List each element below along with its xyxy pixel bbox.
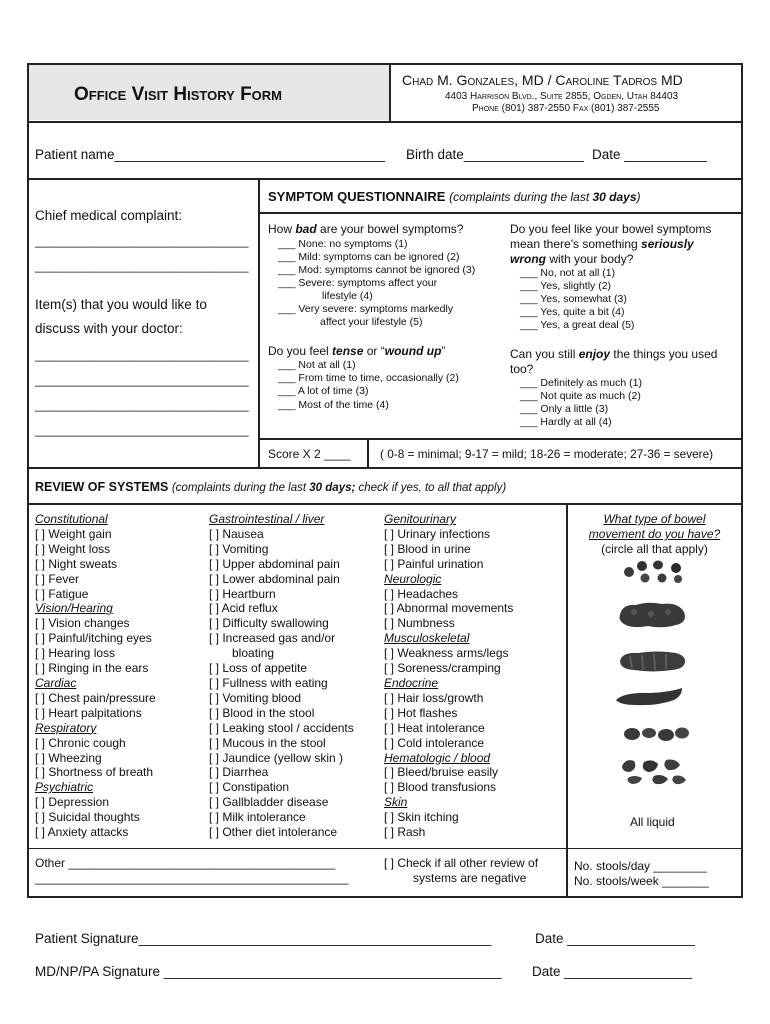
form-title: Office Visit History Form — [74, 84, 283, 105]
ros-category-heading: Musculoskeletal — [384, 631, 470, 646]
divider — [258, 438, 743, 440]
q1-option-cont: lifestyle (4) — [322, 290, 373, 302]
ros-checkbox-item[interactable]: [ ] Cold intolerance — [384, 735, 485, 750]
question-seriously-wrong-2 — [510, 237, 694, 252]
divider — [27, 503, 743, 505]
ros-sub-pre: (complaints during the last — [171, 482, 310, 494]
provider-signature-date[interactable]: Date _________________ — [532, 964, 692, 979]
ros-checkbox-item[interactable]: [ ] Soreness/cramping — [384, 661, 501, 676]
ros-checkbox-item[interactable]: [ ] Nausea — [209, 526, 264, 541]
stool-type-5-image[interactable] — [622, 724, 692, 746]
symptom-subtitle — [449, 190, 640, 204]
q2-option[interactable]: ___ Yes, slightly (2) — [520, 280, 612, 292]
ros-checkbox-item[interactable]: [ ] Acid reflux — [209, 601, 278, 616]
ros-sub-bold: 30 days; — [309, 482, 356, 494]
ros-checkbox-item[interactable]: [ ] Hair loss/growth — [384, 690, 484, 705]
ros-checkbox-item[interactable]: [ ] Fatigue — [35, 586, 89, 601]
ros-checkbox-item[interactable]: [ ] Heart palpitations — [35, 705, 142, 720]
q2-option[interactable]: ___ Yes, a great deal (5) — [520, 319, 635, 331]
ros-category-heading: Hematologic / blood — [384, 750, 491, 765]
ros-category-heading: Constitutional — [35, 512, 108, 526]
ros-checkbox-item[interactable]: [ ] Night sweats — [35, 556, 118, 571]
all-liquid-option[interactable]: All liquid — [630, 815, 675, 829]
ros-checkbox-item[interactable]: [ ] Chronic cough — [35, 735, 126, 750]
ros-checkbox-item[interactable]: [ ] Weakness arms/legs — [384, 646, 509, 661]
ros-checkbox-item[interactable]: [ ] Mucous in the stool — [209, 735, 326, 750]
ros-checkbox-item[interactable]: [ ] Milk intolerance — [209, 810, 306, 825]
q4-option[interactable]: ___ Only a little (3) — [520, 403, 609, 415]
q1-option[interactable]: ___ None: no symptoms (1) — [278, 238, 408, 250]
stools-per-day-field[interactable]: No. stools/day ________ — [574, 859, 707, 873]
q1-pre: How — [268, 222, 296, 236]
q4-option[interactable]: ___ Definitely as much (1) — [520, 377, 642, 389]
ros-checkbox-item[interactable]: [ ] Painful/itching eyes — [35, 631, 152, 646]
divider — [258, 212, 743, 214]
question-tense — [268, 344, 445, 359]
q1-option-cont: affect your lifestyle (5) — [320, 316, 423, 328]
ros-checkbox-item[interactable]: [ ] Painful urination — [384, 556, 484, 571]
ros-category-heading: Psychiatric — [35, 780, 94, 795]
stool-type-2-image[interactable] — [618, 600, 688, 630]
q1-post: are your bowel symptoms? — [316, 222, 464, 236]
ros-category-heading: Genitourinary — [384, 512, 457, 526]
ros-column-other — [384, 512, 513, 840]
ros-checkbox-item[interactable]: [ ] Weight gain — [35, 526, 112, 541]
divider — [27, 178, 743, 180]
discuss-line[interactable]: ________________________________ — [35, 373, 249, 387]
ros-checkbox-item[interactable]: [ ] Other diet intolerance — [209, 825, 338, 840]
all-negative-label: systems are negative — [413, 871, 527, 885]
question-enjoy-2: too? — [510, 362, 534, 376]
ros-checkbox-item[interactable]: [ ] Increased gas and/or — [209, 631, 336, 646]
ros-category-heading: Vision/Hearing — [35, 601, 113, 616]
ros-checkbox-item[interactable]: [ ] Wheezing — [35, 750, 102, 765]
ros-column-general — [35, 512, 156, 840]
q4-option[interactable]: ___ Not quite as much (2) — [520, 390, 641, 402]
ros-checkbox-item[interactable]: [ ] Fullness with eating — [209, 675, 328, 690]
ros-checkbox-item[interactable]: [ ] Headaches — [384, 586, 459, 601]
ros-category-heading: Gastrointestinal / liver — [209, 512, 325, 526]
ros-item-continuation: bloating — [232, 646, 275, 661]
ros-checkbox-item[interactable]: [ ] Skin itching — [384, 810, 459, 825]
question-seriously-wrong-3 — [510, 252, 633, 267]
ros-checkbox-item[interactable]: [ ] Anxiety attacks — [35, 825, 129, 840]
stool-type-3-image[interactable] — [618, 648, 688, 674]
visit-date-field[interactable]: Date ___________ — [592, 147, 707, 162]
chief-complaint-label: Chief medical complaint: — [35, 208, 183, 223]
bowel-type-question — [567, 512, 742, 527]
ros-sub-post: check if yes, to all that apply) — [355, 482, 507, 494]
ros-checkbox-item[interactable]: [ ] Shortness of breath — [35, 765, 154, 780]
q4-post: the things you used — [610, 347, 718, 361]
q4-pre: Can you still — [510, 347, 579, 361]
subtitle-bold: 30 days — [592, 190, 637, 204]
q3-bold1: tense — [332, 344, 364, 358]
q2-post: with your body? — [546, 252, 634, 266]
q3-post: ” — [441, 344, 446, 358]
ros-checkbox-item[interactable]: [ ] Weight loss — [35, 541, 111, 556]
q1-bold: bad — [295, 222, 317, 236]
ros-checkbox-item[interactable]: [ ] Upper abdominal pain — [209, 556, 340, 571]
q3-option[interactable]: ___ A lot of time (3) — [278, 385, 369, 397]
stool-type-1-image[interactable] — [620, 558, 690, 584]
question-seriously-wrong: Do you feel like your bowel symptoms — [510, 222, 712, 236]
divider — [367, 438, 369, 468]
discuss-items-label: Item(s) that you would like to — [35, 297, 207, 312]
subtitle-post: ) — [636, 190, 641, 204]
q3-option[interactable]: ___ Most of the time (4) — [278, 399, 389, 411]
q1-option[interactable]: ___ Very severe: symptoms markedly — [278, 303, 454, 315]
ros-category-heading: Endocrine — [384, 675, 439, 690]
ros-title — [35, 480, 506, 496]
ros-title-text: REVIEW OF SYSTEMS — [35, 480, 169, 494]
ros-checkbox-item[interactable]: [ ] Blood in the stool — [209, 705, 315, 720]
ros-checkbox-item[interactable]: [ ] Leaking stool / accidents — [209, 720, 354, 735]
q2-option[interactable]: ___ No, not at all (1) — [520, 267, 616, 279]
other-field[interactable]: Other ________________________________________ — [35, 856, 336, 870]
ros-checkbox-item[interactable]: [ ] Blood in urine — [384, 541, 471, 556]
divider — [27, 121, 743, 123]
ros-checkbox-item[interactable]: [ ] Depression — [35, 795, 110, 810]
question-enjoy — [510, 347, 717, 362]
q1-option[interactable]: ___ Mild: symptoms can be ignored (2) — [278, 251, 460, 263]
question-bowel-severity — [268, 222, 463, 237]
q4-bold: enjoy — [578, 347, 611, 361]
ros-checkbox-item[interactable]: [ ] Hearing loss — [35, 646, 116, 661]
q3-pre: Do you feel — [268, 344, 333, 358]
symptom-title-text: SYMPTOM QUESTIONNAIRE — [268, 189, 446, 204]
divider — [389, 63, 391, 122]
bowel-q2: movement do you have? — [588, 527, 721, 541]
doctor-names: Chad M. Gonzales, MD / Caroline Tadros MD — [402, 72, 683, 88]
bowel-type-question — [567, 527, 742, 542]
discuss-line[interactable]: ________________________________ — [35, 398, 249, 412]
ros-category-heading: Cardiac — [35, 675, 77, 690]
all-negative-checkbox[interactable]: [ ] Check if all other review of — [384, 856, 539, 870]
divider — [27, 848, 743, 849]
ros-checkbox-item[interactable]: [ ] Jaundice (yellow skin ) — [209, 750, 344, 765]
ros-checkbox-item[interactable]: [ ] Blood transfusions — [384, 780, 497, 795]
q3-mid: or “ — [363, 344, 385, 358]
ros-checkbox-item[interactable]: [ ] Diarrhea — [209, 765, 269, 780]
divider — [27, 467, 743, 469]
ros-checkbox-item[interactable]: [ ] Suicidal thoughts — [35, 810, 140, 825]
q3-option[interactable]: ___ Not at all (1) — [278, 359, 356, 371]
ros-checkbox-item[interactable]: [ ] Vision changes — [35, 616, 130, 631]
score-scale: ( 0-8 = minimal; 9-17 = mild; 18-26 = moderate; 27-36 = severe) — [380, 447, 714, 461]
ros-checkbox-item[interactable]: [ ] Loss of appetite — [209, 661, 308, 676]
stool-type-6-image[interactable] — [620, 756, 690, 786]
discuss-line[interactable]: ________________________________ — [35, 348, 249, 362]
q2-option[interactable]: ___ Yes, somewhat (3) — [520, 293, 627, 305]
ros-checkbox-item[interactable]: [ ] Gallbladder disease — [209, 795, 329, 810]
ros-checkbox-item[interactable]: [ ] Difficulty swallowing — [209, 616, 329, 631]
ros-checkbox-item[interactable]: [ ] Bleed/bruise easily — [384, 765, 499, 780]
ros-column-gi — [209, 512, 354, 840]
ros-checkbox-item[interactable]: [ ] Urinary infections — [384, 526, 491, 541]
divider — [258, 178, 260, 468]
ros-checkbox-item[interactable]: [ ] Heat intolerance — [384, 720, 485, 735]
divider — [566, 503, 568, 898]
patient-signature-field[interactable]: Patient Signature_______________________________________________ — [35, 931, 492, 946]
q2-option[interactable]: ___ Yes, quite a bit (4) — [520, 306, 625, 318]
q3-bold2: wound up — [384, 344, 442, 358]
patient-name-field[interactable]: Patient name____________________________________ — [35, 147, 385, 162]
ros-checkbox-item[interactable]: [ ] Abnormal movements — [384, 601, 514, 616]
q2-bold2: wrong — [510, 252, 546, 266]
other-field-line[interactable]: _______________________________________________ — [35, 871, 349, 885]
stools-per-week-field[interactable]: No. stools/week _______ — [574, 874, 709, 888]
symptom-title — [268, 189, 641, 205]
q2-pre: mean there's something — [510, 237, 642, 251]
bowel-q1: What type of bowel — [603, 512, 706, 526]
subtitle-pre: (complaints during the last — [449, 190, 593, 204]
clinic-phone: Phone (801) 387-2550 Fax (801) 387-2555 — [472, 103, 660, 114]
ros-checkbox-item[interactable]: [ ] Lower abdominal pain — [209, 571, 340, 586]
ros-checkbox-item[interactable]: [ ] Numbness — [384, 616, 455, 631]
patient-signature-date[interactable]: Date _________________ — [535, 931, 695, 946]
ros-checkbox-item[interactable]: [ ] Fever — [35, 571, 80, 586]
q2-bold: seriously — [641, 237, 694, 251]
chief-complaint-line[interactable]: ________________________________ — [35, 259, 249, 273]
ros-checkbox-item[interactable]: [ ] Chest pain/pressure — [35, 690, 156, 705]
ros-category-heading: Skin — [384, 795, 408, 810]
clinic-address: 4403 Harrison Blvd., Suite 2855, Ogden, Utah 84403 — [445, 91, 679, 102]
ros-category-heading: Neurologic — [384, 571, 442, 586]
ros-checkbox-item[interactable]: [ ] Vomiting — [209, 541, 269, 556]
bowel-type-instruction: (circle all that apply) — [601, 542, 708, 556]
ros-checkbox-item[interactable]: [ ] Heartburn — [209, 586, 276, 601]
birth-date-field[interactable]: Birth date________________ — [406, 147, 584, 162]
q3-option[interactable]: ___ From time to time, occasionally (2) — [278, 372, 459, 384]
stool-type-4-image[interactable] — [614, 686, 684, 708]
ros-checkbox-item[interactable]: [ ] Rash — [384, 825, 426, 840]
ros-subtitle — [172, 482, 506, 494]
ros-category-heading: Respiratory — [35, 720, 97, 735]
q1-option[interactable]: ___ Severe: symptoms affect your — [278, 277, 438, 289]
chief-complaint-line[interactable]: ________________________________ — [35, 234, 249, 248]
discuss-items-label: discuss with your doctor: — [35, 321, 183, 336]
score-field[interactable]: Score X 2 ____ — [268, 447, 351, 461]
ros-checkbox-item[interactable]: [ ] Hot flashes — [384, 705, 458, 720]
provider-signature-field[interactable]: MD/NP/PA Signature _____________________________________________ — [35, 964, 502, 979]
ros-checkbox-item[interactable]: [ ] Vomiting blood — [209, 690, 302, 705]
ros-checkbox-item[interactable]: [ ] Constipation — [209, 780, 290, 795]
q4-option[interactable]: ___ Hardly at all (4) — [520, 416, 612, 428]
q1-option[interactable]: ___ Mod: symptoms cannot be ignored (3) — [278, 264, 476, 276]
ros-checkbox-item[interactable]: [ ] Ringing in the ears — [35, 661, 149, 676]
discuss-line[interactable]: ________________________________ — [35, 423, 249, 437]
